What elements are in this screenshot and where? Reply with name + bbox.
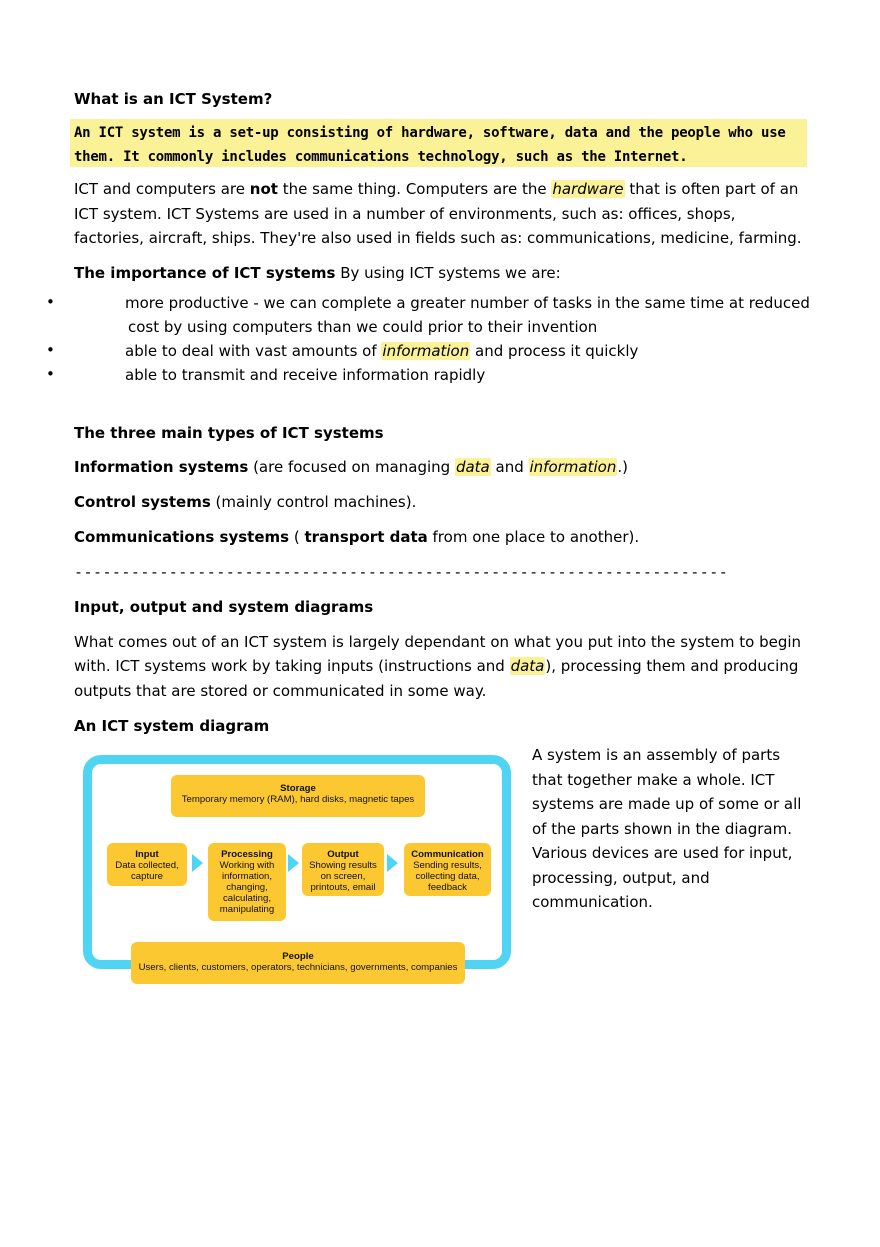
types-information (74, 455, 628, 480)
highlight-data: data (510, 657, 545, 675)
types-heading: The three main types of ICT systems (74, 424, 384, 442)
transport-data: transport data (304, 528, 428, 546)
intro-line-1 (74, 177, 798, 202)
io-text: with. ICT systems work by taking inputs (instructions and (74, 657, 510, 675)
processing-title: Processing (221, 849, 273, 860)
highlight-information: information (382, 342, 470, 360)
types-control (74, 490, 416, 515)
types-communications (74, 525, 639, 550)
control-systems-label: Control systems (74, 493, 211, 511)
input-box (107, 843, 187, 886)
definition-line-1: An ICT system is a set-up consisting of hardware, software, data and the people who use (74, 125, 786, 141)
people-title: People (282, 951, 314, 962)
bullet-2: • (46, 341, 55, 359)
types-text: (mainly control machines). (210, 493, 417, 511)
input-title: Input (135, 849, 159, 860)
people-box (131, 942, 465, 984)
processing-text: calculating, (223, 893, 271, 904)
information-systems-label: Information systems (74, 458, 249, 476)
description-line: communication. (532, 893, 653, 911)
communication-box (404, 843, 491, 896)
io-line-3: outputs that are stored or communicated in some way. (74, 682, 487, 700)
input-text: Data collected, (115, 860, 179, 871)
importance-line (74, 261, 561, 286)
output-text: printouts, email (310, 882, 376, 893)
bullet-1: • (46, 293, 55, 311)
description-line: A system is an assembly of parts (532, 746, 781, 764)
processing-box (208, 843, 286, 921)
communication-title: Communication (411, 849, 484, 860)
bullet-2-text: and process it quickly (470, 342, 639, 360)
output-box (302, 843, 384, 896)
people-text: Users, clients, customers, operators, technicians, governments, companies (138, 962, 458, 973)
ict-system-diagram (84, 755, 512, 987)
description-line: processing, output, and (532, 868, 710, 887)
storage-box (171, 775, 425, 817)
processing-text: manipulating (219, 904, 275, 915)
bullet-2-line (125, 339, 638, 364)
io-text: ), processing them and producing (545, 657, 799, 675)
highlight-hardware: hardware (552, 180, 624, 198)
highlight-information: information (529, 458, 617, 476)
bullet-1-line-2: cost by using computers than we could prior to their invention (128, 318, 598, 336)
processing-text: information, (221, 871, 273, 882)
importance-heading: The importance of ICT systems (74, 264, 336, 282)
bullet-2-text: able to deal with vast amounts of (125, 342, 382, 360)
processing-text: Working with (219, 860, 275, 871)
bullet-3: • (46, 365, 55, 383)
dashed-divider: --------------------------------------------------------------------- (74, 563, 729, 581)
description-line: that together make a whole. ICT (532, 770, 775, 789)
output-text: on screen, (320, 871, 366, 882)
description-line: systems are made up of some or all (532, 795, 802, 813)
importance-tail: By using ICT systems we are: (335, 264, 561, 282)
arrow-right-icon (387, 854, 398, 872)
intro-text: that is often part of an (624, 180, 799, 198)
definition-line-2: them. It commonly includes communications technology, such as the Internet. (74, 149, 688, 165)
communication-text: Sending results, (413, 860, 482, 871)
intro-text: ICT and computers are (74, 180, 250, 198)
intro-line-3: factories, aircraft, ships. They're also used in fields such as: communications, medicine, farming. (74, 229, 802, 247)
diagram-description (532, 743, 801, 915)
intro-not: not (249, 180, 278, 198)
output-text: Showing results (309, 860, 377, 871)
bullet-1-line-1: more productive - we can complete a greater number of tasks in the same time at reduced (125, 294, 810, 312)
types-text: .) (617, 458, 628, 476)
io-heading: Input, output and system diagrams (74, 598, 374, 616)
highlight-data: data (455, 458, 490, 476)
io-line-1: What comes out of an ICT system is largely dependant on what you put into the system to begin (74, 633, 802, 651)
arrow-right-icon (288, 854, 299, 872)
storage-title: Storage (280, 783, 316, 794)
types-text: ( (289, 528, 305, 546)
types-text: and (490, 458, 529, 476)
communications-systems-label: Communications systems (74, 528, 290, 546)
arrow-right-icon (192, 854, 203, 872)
bullet-3-line: able to transmit and receive information rapidly (125, 366, 486, 384)
processing-text: changing, (226, 882, 268, 893)
description-line: of the parts shown in the diagram. (532, 819, 792, 838)
types-text: (are focused on managing (248, 458, 455, 476)
intro-line-2: ICT system. ICT Systems are used in a number of environments, such as: offices, shops, (74, 205, 736, 223)
input-text: capture (131, 871, 163, 882)
heading-what-is-ict: What is an ICT System? (74, 90, 273, 108)
diagram-heading: An ICT system diagram (74, 717, 270, 735)
communication-text: collecting data, (415, 871, 480, 882)
storage-text: Temporary memory (RAM), hard disks, magnetic tapes (181, 794, 415, 805)
communication-text: feedback (428, 882, 467, 893)
intro-text: the same thing. Computers are the (277, 180, 552, 198)
output-title: Output (327, 849, 359, 860)
types-text: from one place to another). (427, 528, 640, 546)
io-line-2 (74, 654, 798, 679)
description-line: Various devices are used for input, (532, 844, 793, 862)
